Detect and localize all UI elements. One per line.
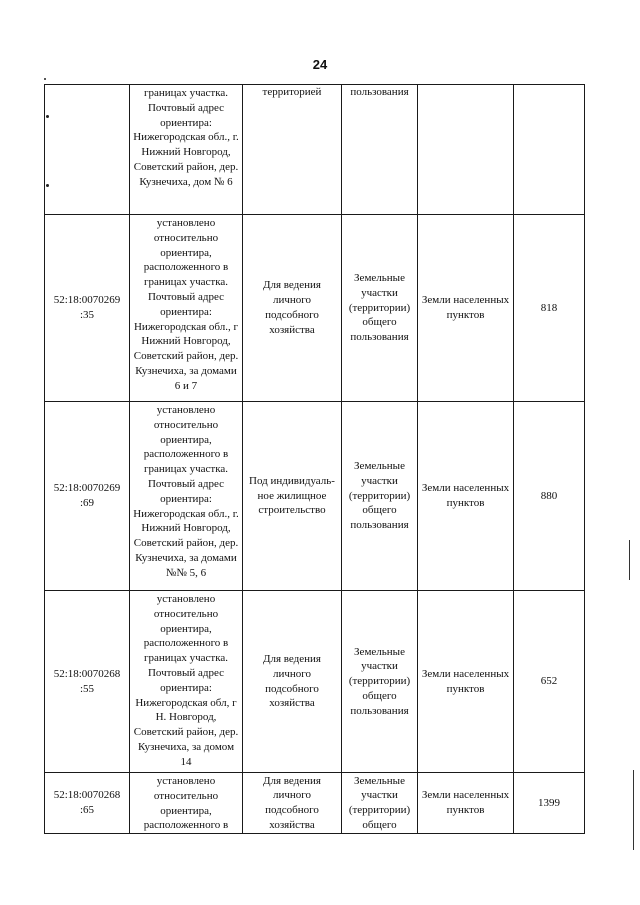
permitted-use-cell: территорией [243,85,342,215]
table-row [45,402,585,591]
address-cell: установлено относительно ориентира, расположенного в границах участка. Почтовый адрес ориентира: Нижегородская обл., г. Нижний Новгород, Советский район, дер. Кузнечиха, за домами №№ 5, 6 [130,402,243,591]
table-row [45,773,585,834]
land-category-cell [418,85,514,215]
cadastral-number-cell: 52:18:0070269 :35 [45,215,130,402]
area-cell [514,85,585,215]
address-cell: установлено относительно ориентира, расположенного в границах участка. Почтовый адрес ориентира: Нижегородская обл., г Нижний Новгород, Советский район, дер. Кузнечиха, за домами 6 и 7 [130,215,243,402]
land-plots-table [44,84,585,834]
land-category-cell: Земли населенных пунктов [418,402,514,591]
land-category-cell: Земли населенных пунктов [418,591,514,773]
zone-cell: Земельные участки (территории) общего [342,773,418,834]
area-cell: 880 [514,402,585,591]
table-row [45,85,585,215]
cadastral-number-cell: 52:18:0070268 :65 [45,773,130,834]
zone-cell: Земельные участки (территории) общего пользования [342,402,418,591]
scan-mark [633,770,634,850]
page-number: 24 [312,57,328,72]
permitted-use-cell: Для ведения личного подсобного хозяйства [243,773,342,834]
area-cell: 818 [514,215,585,402]
address-cell: установлено относительно ориентира, расположенного в [130,773,243,834]
cadastral-number-cell [45,85,130,215]
cadastral-number-cell: 52:18:0070268 :55 [45,591,130,773]
address-cell: границах участка. Почтовый адрес ориентира: Нижегородская обл., г. Нижний Новгород, Советский район, дер. Кузнечиха, дом № 6 [130,85,243,215]
land-category-cell: Земли населенных пунктов [418,215,514,402]
scan-mark [629,540,630,580]
zone-cell: Земельные участки (территории) общего пользования [342,215,418,402]
address-cell: установлено относительно ориентира, расположенного в границах участка. Почтовый адрес ориентира: Нижегородская обл, г Н. Новгород, Советский район, дер. Кузнечиха, за домом 14 [130,591,243,773]
table-row [45,591,585,773]
permitted-use-cell: Под индивидуаль-ное жилищное строительство [243,402,342,591]
scan-dot [46,115,49,118]
permitted-use-cell: Для ведения личного подсобного хозяйства [243,591,342,773]
zone-cell: Земельные участки (территории) общего пользования [342,591,418,773]
area-cell: 652 [514,591,585,773]
cadastral-number-cell: 52:18:0070269 :69 [45,402,130,591]
scan-dot [46,184,49,187]
scan-dot [44,78,46,80]
land-category-cell: Земли населенных пунктов [418,773,514,834]
table-row [45,215,585,402]
zone-cell: пользования [342,85,418,215]
area-cell: 1399 [514,773,585,834]
permitted-use-cell: Для ведения личного подсобного хозяйства [243,215,342,402]
